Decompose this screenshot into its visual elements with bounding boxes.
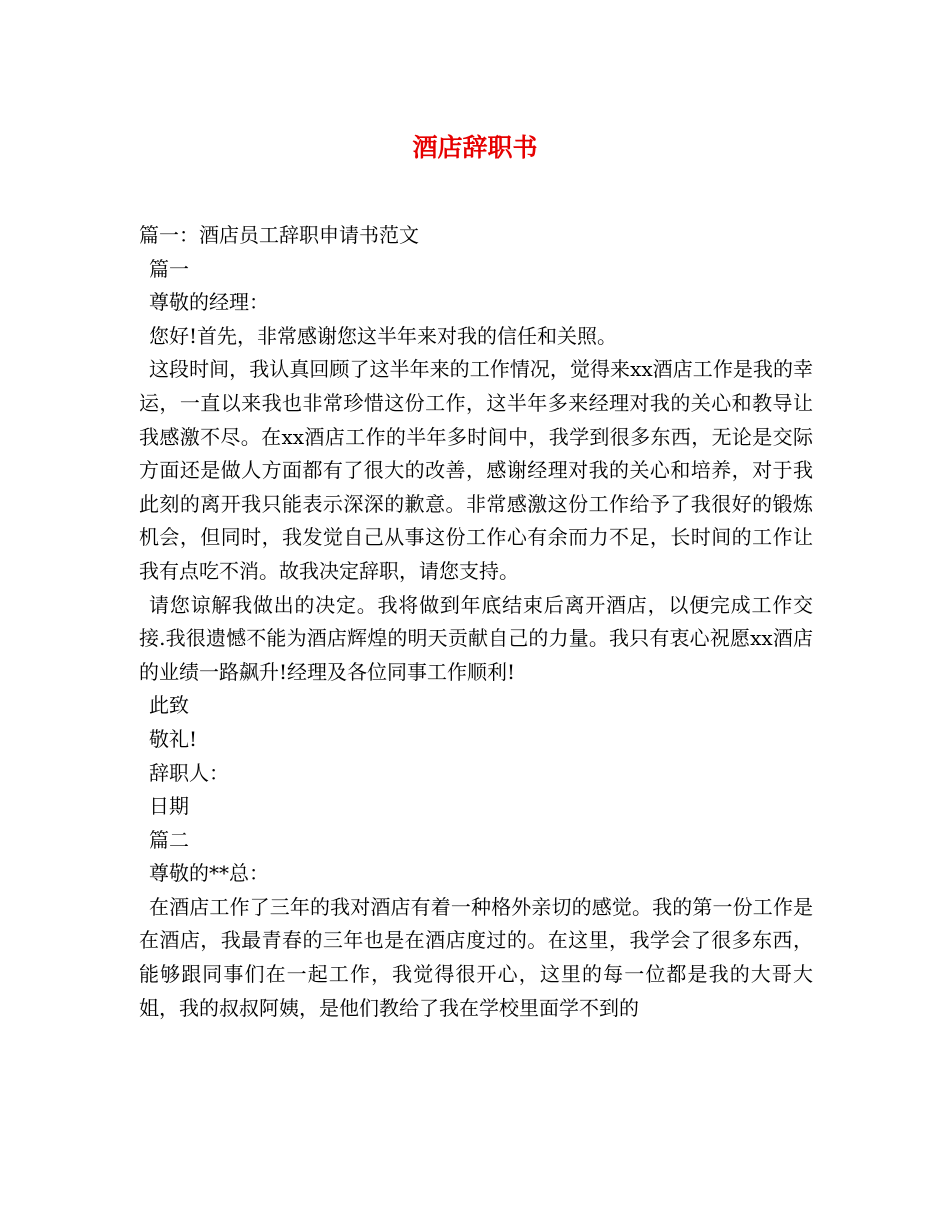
closing-line: 此致 — [149, 693, 189, 718]
subsection-heading: 篇一 — [149, 256, 189, 281]
closing-regards: 敬礼! — [149, 726, 198, 751]
subsection-heading: 篇二 — [149, 827, 189, 852]
body-paragraph: 在酒店工作了三年的我对酒店有着一种格外亲切的感觉。我的第一份工作是在酒店，我最青春的三年也是在酒店度过的。在这里，我学会了很多东西，能够跟同事们在一起工作，我觉得很开心，这里的每一位都是我的大哥大姐，我的叔叔阿姨，是他们教给了我在学校里面学不到的 — [139, 894, 813, 1020]
signature-line: 辞职人： — [149, 760, 229, 785]
date-line: 日期 — [149, 794, 189, 819]
body-paragraph: 请您谅解我做出的决定。我将做到年底结束后离开酒店，以便完成工作交接.我很遗憾不能为酒店辉煌的明天贡献自己的力量。我只有衷心祝愿xx酒店的业绩一路飙升!经理及各位同事工作顺利! — [139, 592, 813, 684]
salutation: 尊敬的**总： — [149, 861, 269, 886]
salutation: 尊敬的经理： — [149, 290, 269, 315]
section-heading: 篇一：酒店员工辞职申请书范文 — [139, 223, 419, 247]
document-title: 酒店辞职书 — [412, 133, 538, 162]
body-paragraph: 这段时间，我认真回顾了这半年来的工作情况，觉得来xx酒店工作是我的幸运，一直以来我也非常珍惜这份工作，这半年多来经理对我的关心和教导让我感激不尽。在xx酒店工作的半年多时间中，我学到很多东西，无论是交际方面还是做人方面都有了很大的改善，感谢经理对我的关心和培养，对于我此刻的离开我只能表示深深的歉意。非常感激这份工作给予了我很好的锻炼机会，但同时，我发觉自己从事这份工作心有余而力不足，长时间的工作让我有点吃不消。故我决定辞职，请您支持。 — [139, 357, 813, 583]
greeting-paragraph: 您好!首先，非常感谢您这半年来对我的信任和关照。 — [149, 323, 618, 348]
document-body — [139, 219, 813, 1025]
